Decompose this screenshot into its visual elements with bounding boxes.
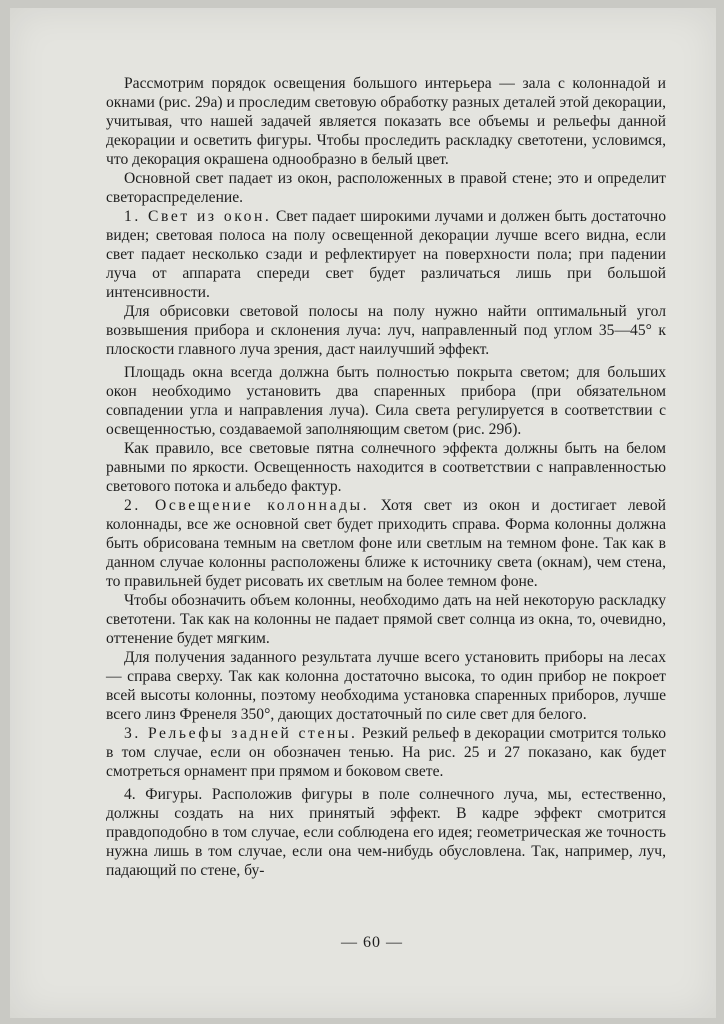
page-number: — 60 — xyxy=(341,934,403,951)
paragraph xyxy=(106,302,666,359)
paragraph xyxy=(106,648,666,724)
paragraph xyxy=(106,439,666,496)
paragraph xyxy=(106,591,666,648)
paragraph xyxy=(106,785,666,880)
section-heading: 4. Фигуры. xyxy=(124,786,203,803)
section-heading: 2. Освещение колоннады. xyxy=(124,497,370,514)
paragraph xyxy=(106,169,666,207)
paragraph xyxy=(106,74,666,169)
paragraph xyxy=(106,363,666,439)
section-heading: 3. Рельефы задней стены. xyxy=(124,725,358,742)
paragraph-text: Как правило, все световые пятна солнечного эффекта должны быть на белом равными по яркости. Освещенность находится в соответствии с направленностью светового потока и альбедо фактур. xyxy=(106,440,666,495)
paragraph xyxy=(106,496,666,591)
paragraph-text: Хотя свет из окон и достигает левой колоннады, все же основной свет будет приходить справа. Форма колонны должна быть обрисована темным на светлом фоне или светлым на темном фоне. Так как в данном случае колонны расположены ближе к источнику света (окнам), чем стена, то правильней будет рисовать их светлым на более темном фоне. xyxy=(106,497,666,590)
paragraph-text: Рассмотрим порядок освещения большого интерьера — зала с колоннадой и окнами (рис. 29а) и проследим световую обработку разных деталей этой декорации, учитывая, что нашей задачей является показать все объемы и рельефы данной декорации и осветить фигуры. Чтобы проследить раскладку светотени, условимся, что декорация окрашена однообразно в белый цвет. xyxy=(106,75,666,168)
paragraph-text: Расположив фигуры в поле солнечного луча, мы, естественно, должны создать на них принятый эффект. В кадре эффект смотрится правдоподобно в том случае, если соблюдена его идея; геометрическая же точность нужна лишь в том случае, если она чем-нибудь обусловлена. Так, например, луч, падающий по стене, бу- xyxy=(106,786,667,879)
book-page xyxy=(10,8,716,1018)
paragraph-text: Для обрисовки световой полосы на полу нужно найти оптимальный угол возвышения прибора и склонения луча: луч, направленный под углом 35—45° к плоскости главного луча зрения, даст наилучший эффект. xyxy=(106,303,666,358)
paragraph-text: Для получения заданного результата лучше всего установить приборы на лесах — справа сверху. Так как колонна достаточно высока, то один прибор не покроет всей высоты колонны, поэтому необходима установка спаренных приборов, лучше всего линз Френеля 350°, дающих достаточный по силе свет для белого. xyxy=(106,649,666,723)
paragraph xyxy=(106,724,666,781)
paragraph-text: Чтобы обозначить объем колонны, необходимо дать на ней некоторую раскладку светотени. Так как на колонны не падает прямой свет солнца из окна, то, очевидно, оттенение будет мягким. xyxy=(106,592,666,647)
paragraph xyxy=(106,207,666,302)
page-body xyxy=(106,74,666,880)
paragraph-text: Резкий рельеф в декорации смотрится только в том случае, если он обозначен тенью. На рис. 25 и 27 показано, как будет смотреться орнамент при прямом и боковом свете. xyxy=(106,725,666,780)
paragraph-text: Основной свет падает из окон, расположенных в правой стене; это и определит светораспределение. xyxy=(106,170,666,206)
paragraph-text: Площадь окна всегда должна быть полностью покрыта светом; для больших окон необходимо установить два спаренных прибора (при обязательном совпадении угла и направления луча). Сила света регулируется в соответствии с освещенностью, создаваемой заполняющим светом (рис. 29б). xyxy=(106,364,666,438)
section-heading: 1. Свет из окон. xyxy=(124,208,272,225)
paragraph-text: Свет падает широкими лучами и должен быть достаточно виден; световая полоса на полу освещенной декорации лучше всего видна, если свет падает несколько сзади и рефлектирует на поверхности пола; при падении луча от аппарата спереди свет будет различаться лишь при большой интенсивности. xyxy=(106,208,666,301)
